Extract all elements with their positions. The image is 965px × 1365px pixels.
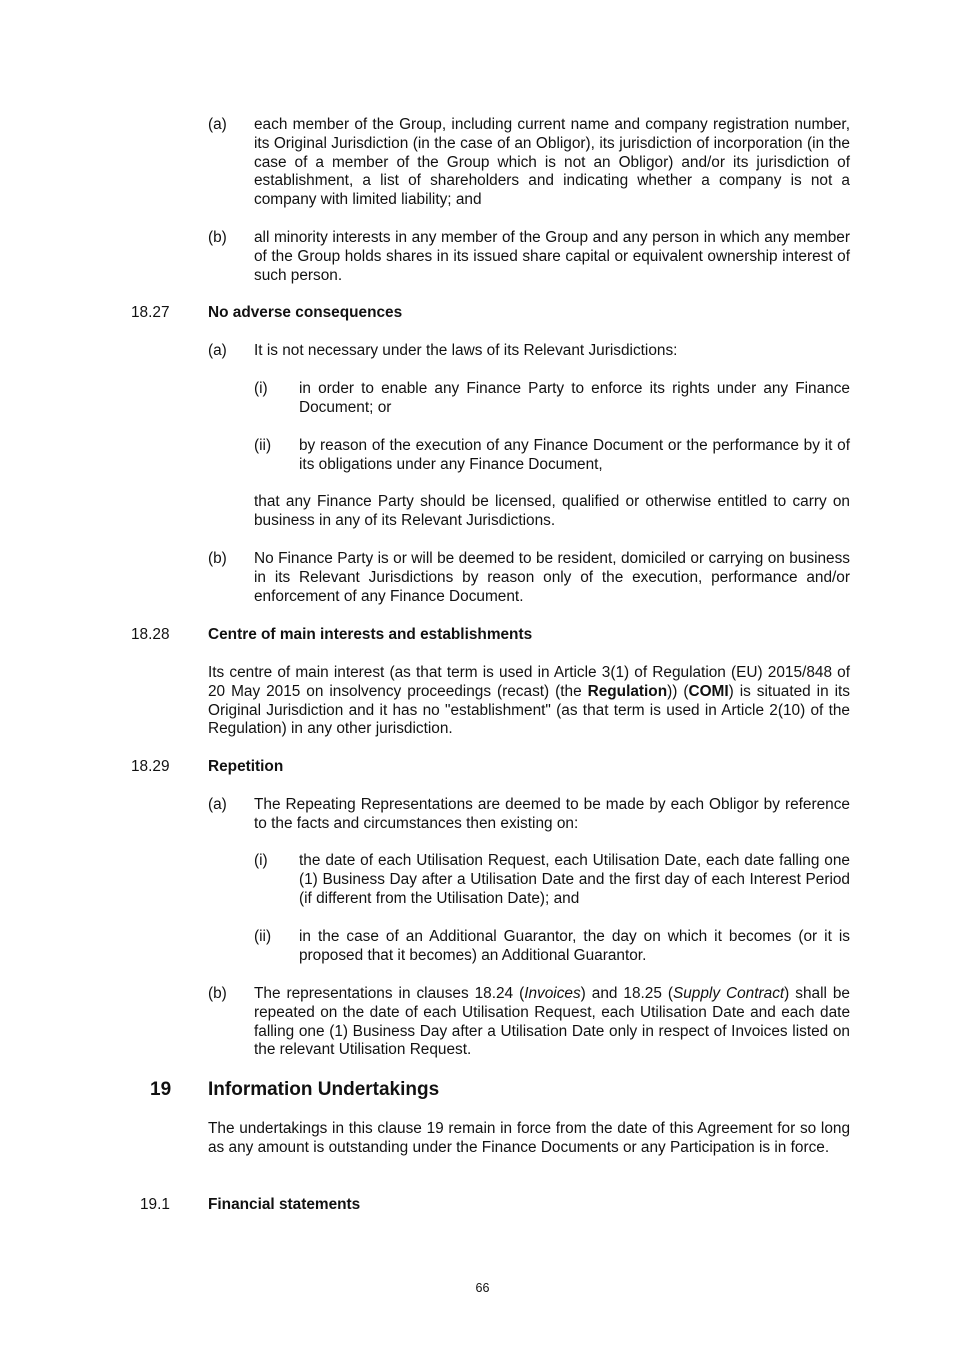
subitem-label-ii: (ii) [254,928,272,945]
subitem-label-i: (i) [254,380,268,397]
page-number: 66 [475,1281,490,1295]
item-label-b: (b) [208,229,227,246]
item-label-a: (a) [208,116,227,133]
subitem-text-ii: in the case of an Additional Guarantor, the day on which it becomes (or it is proposed that it becomes) an Additional Guarantor. [299,928,850,964]
item-text-b: No Finance Party is or will be deemed to be resident, domiciled or carrying on business in its Relevant Jurisdictions by reason only of the execution, performance and/or enforcement of any Finance Document. [254,550,850,605]
subitem-text-ii: by reason of the execution of any Finance Document or the performance by it of its obligations under any Finance Document, [299,437,850,473]
section-number-18-27: 18.27 [131,304,170,321]
section-title-repetition: Repetition [208,758,284,775]
item-label-b: (b) [208,985,227,1002]
comi-paragraph: Its centre of main interest (as that term is used in Article 3(1) of Regulation (EU) 2015/848 of 20 May 2015 on insolvency proceedings (recast) (the Regulation)) (COMI) is situated in its Original Jurisdiction and it has no "establishment" (as that term is used in Article 2(10) of the Regulation) in any other jurisdiction. [208,664,850,738]
continuation-paragraph: that any Finance Party should be licensed, qualified or otherwise entitled to carry on business in any of its Relevant Jurisdictions. [254,493,850,529]
subitem-text-i: in order to enable any Finance Party to enforce its rights under any Finance Document; or [299,380,850,416]
clause-title-information-undertakings: Information Undertakings [208,1079,440,1100]
item-text-a: each member of the Group, including current name and company registration number, its Original Jurisdiction (in the case of an Obligor), its jurisdiction of incorporation (in the case of a member of the Group which is not an Obligor) and/or its jurisdiction of establishment, a list of shareholders and indicating whether a company is not a company with limited liability; and [254,116,850,209]
item-text-a: The Repeating Representations are deemed to be made by each Obligor by reference to the facts and circumstances then existing on: [254,796,850,832]
clause-number-19: 19 [150,1079,172,1100]
section-title-centre-of-main-interests: Centre of main interests and establishments [208,626,533,643]
section-number-18-29: 18.29 [131,758,170,775]
section-title-no-adverse-consequences: No adverse consequences [208,304,403,321]
defined-term-regulation: Regulation [587,682,668,700]
item-label-a: (a) [208,342,227,359]
defined-term-comi: COMI [688,682,729,700]
section-title-financial-statements: Financial statements [208,1196,361,1213]
clause-reference-invoices: Invoices [524,985,581,1002]
subitem-label-ii: (ii) [254,437,272,454]
clause-reference-supply-contract: Supply Contract [672,985,785,1002]
item-text-a: It is not necessary under the laws of its Relevant Jurisdictions: [254,342,678,359]
item-label-a: (a) [208,796,227,813]
subitem-label-i: (i) [254,852,268,869]
section-number-18-28: 18.28 [131,626,170,643]
subitem-text-i: the date of each Utilisation Request, each Utilisation Date, each date falling one (1) Business Day after a Utilisation Date and the first day of each Interest Period (if different from the Utilisation Date); and [299,852,850,907]
item-label-b: (b) [208,550,227,567]
clause-intro-paragraph: The undertakings in this clause 19 remain in force from the date of this Agreement for so long as any amount is outstanding under the Finance Documents or any Participation is in force. [208,1120,850,1156]
section-number-19-1: 19.1 [140,1196,170,1213]
item-text-b: The representations in clauses 18.24 (Invoices) and 18.25 (Supply Contract) shall be repeated on the date of each Utilisation Request, each Utilisation Date and each date falling one (1) Business Day after a Utilisation Date only in respect of Invoices listed on the relevant Utilisation Request. [254,985,850,1059]
item-text-b: all minority interests in any member of the Group and any person in which any member of the Group holds shares in its issued share capital or equivalent ownership interest of such person. [254,229,850,284]
